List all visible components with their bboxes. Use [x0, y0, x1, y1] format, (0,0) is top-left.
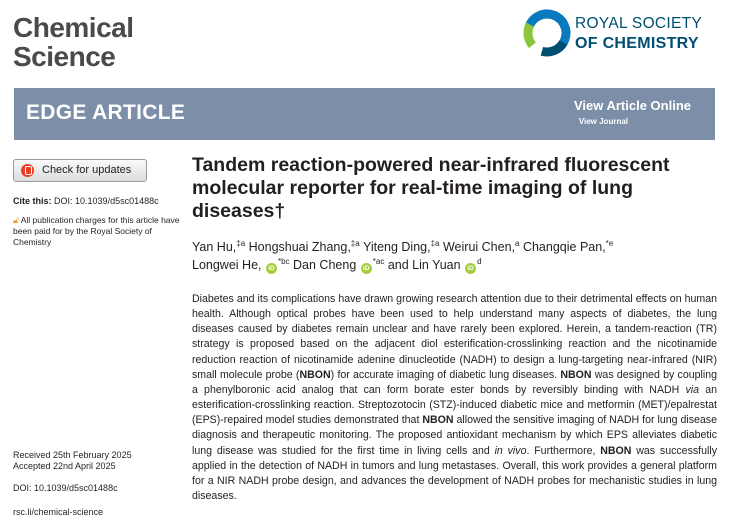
author-affiliation: *bc: [277, 257, 290, 266]
journal-title: [13, 13, 134, 71]
article-title: Tandem reaction-powered near-infrared fluorescent molecular reporter for real-time imaging of lung diseases†: [192, 154, 670, 222]
accepted-date: Accepted 22nd April 2025: [13, 461, 116, 471]
author-affiliation: d: [477, 257, 482, 266]
author-affiliation: a: [515, 239, 520, 248]
abstract-text: Diabetes and its complications have drawn growing research attention due to their detrimental effects on human health. Although optical probes have been used to help understand many aspects of diabetes, the lung diseases caused by diabetes remain unclear and have rarely been explored. Herein, a tandem-reaction (TR) strategy is proposed based on the adjacent diol esterification-crosslinking reaction and the nicotinamide reduction reaction of nicotinamide adenine dinucleotide (NADH) to design a lung-targeting near-infrared (NIR) small molecule probe (: [192, 293, 717, 381]
compound-name: NBON: [422, 414, 454, 427]
author-list: [192, 238, 712, 274]
abstract-text: was designed by coupling a phenylboronic acid analog that can form borate ester bonds by reversibly binding with NADH: [192, 368, 717, 396]
open-access-note: [13, 215, 183, 248]
view-article-online-link[interactable]: View Article Online: [573, 98, 691, 113]
journal-link[interactable]: rsc.li/chemical-science: [13, 507, 104, 517]
open-access-text: All publication charges for this article have been paid for by the Royal Society of Chemistry: [13, 215, 180, 247]
check-for-updates-label: Check for updates: [42, 164, 132, 176]
journal-title-line2: Science: [13, 41, 116, 72]
article-doi[interactable]: DOI: 10.1039/d5sc01488c: [13, 483, 118, 493]
author: Weirui Chen,: [442, 240, 516, 254]
author: Yiteng Ding,: [362, 240, 431, 254]
article-dates: [13, 450, 132, 472]
author: Longwei He,: [192, 258, 262, 272]
author-affiliation: ‡a: [236, 239, 246, 248]
abstract-text: was successfully applied in the detection of NADH in tumors and lung metastases. Overall, this work provides a general platform for a NIR NADH probe design, and advances the development of NADH probes for mechanistic studies in lung diseases.: [192, 444, 717, 503]
author: Dan Cheng: [293, 258, 357, 272]
received-date: Received 25th February 2025: [13, 450, 132, 460]
italic-term: in vivo: [494, 444, 527, 457]
check-for-updates-button[interactable]: [13, 159, 147, 182]
author: Yan Hu,: [192, 240, 237, 254]
author: and Lin Yuan: [387, 258, 461, 272]
author-affiliation: ‡a: [350, 239, 360, 248]
orcid-icon[interactable]: iD: [361, 263, 372, 274]
compound-name: NBON: [600, 444, 632, 457]
author: Changqie Pan,: [522, 240, 606, 254]
view-journal-link[interactable]: View Journal: [578, 117, 628, 126]
article-type: EDGE ARTICLE: [26, 101, 186, 124]
open-access-lock-icon: 🔓︎: [13, 215, 19, 225]
article-type-banner: [14, 88, 715, 140]
compound-name: NBON: [299, 368, 331, 381]
publisher-line1: ROYAL SOCIETY: [575, 15, 703, 32]
author: Hongshuai Zhang,: [248, 240, 351, 254]
abstract-text: allowed the sensitive imaging of NADH for lung disease diagnosis and therapeutic monitoring. The proposed antioxidant mechanism by which EPS alleviates diabetic lung disease was studied for the first time in living cells and: [192, 414, 717, 457]
author-affiliation: ‡a: [430, 239, 440, 248]
cite-doi[interactable]: DOI: 10.1039/d5sc01488c: [54, 196, 159, 206]
cite-this: [13, 196, 159, 206]
abstract: [192, 292, 717, 504]
compound-name: NBON: [560, 368, 592, 381]
crossmark-icon: [21, 164, 34, 177]
cite-label: Cite this:: [13, 196, 52, 206]
italic-term: via: [685, 383, 700, 396]
orcid-icon[interactable]: iD: [266, 263, 277, 274]
orcid-icon[interactable]: iD: [465, 263, 476, 274]
abstract-text: . Furthermore,: [526, 444, 601, 457]
publisher-line2: OF CHEMISTRY: [575, 35, 699, 52]
journal-title-line1: Chemical: [13, 12, 134, 43]
publisher-name: [575, 14, 702, 54]
abstract-text: ) for accurate imaging of diabetic lung diseases.: [330, 368, 561, 381]
author-affiliation: *e: [605, 239, 614, 248]
abstract-text: an esterification-crosslinking reaction. Streptozotocin (STZ)-induced diabetic mice and metformin (MET)/epalrestat (EPS)-repaired model studies demonstrated that: [192, 383, 717, 427]
author-affiliation: *ac: [372, 257, 385, 266]
